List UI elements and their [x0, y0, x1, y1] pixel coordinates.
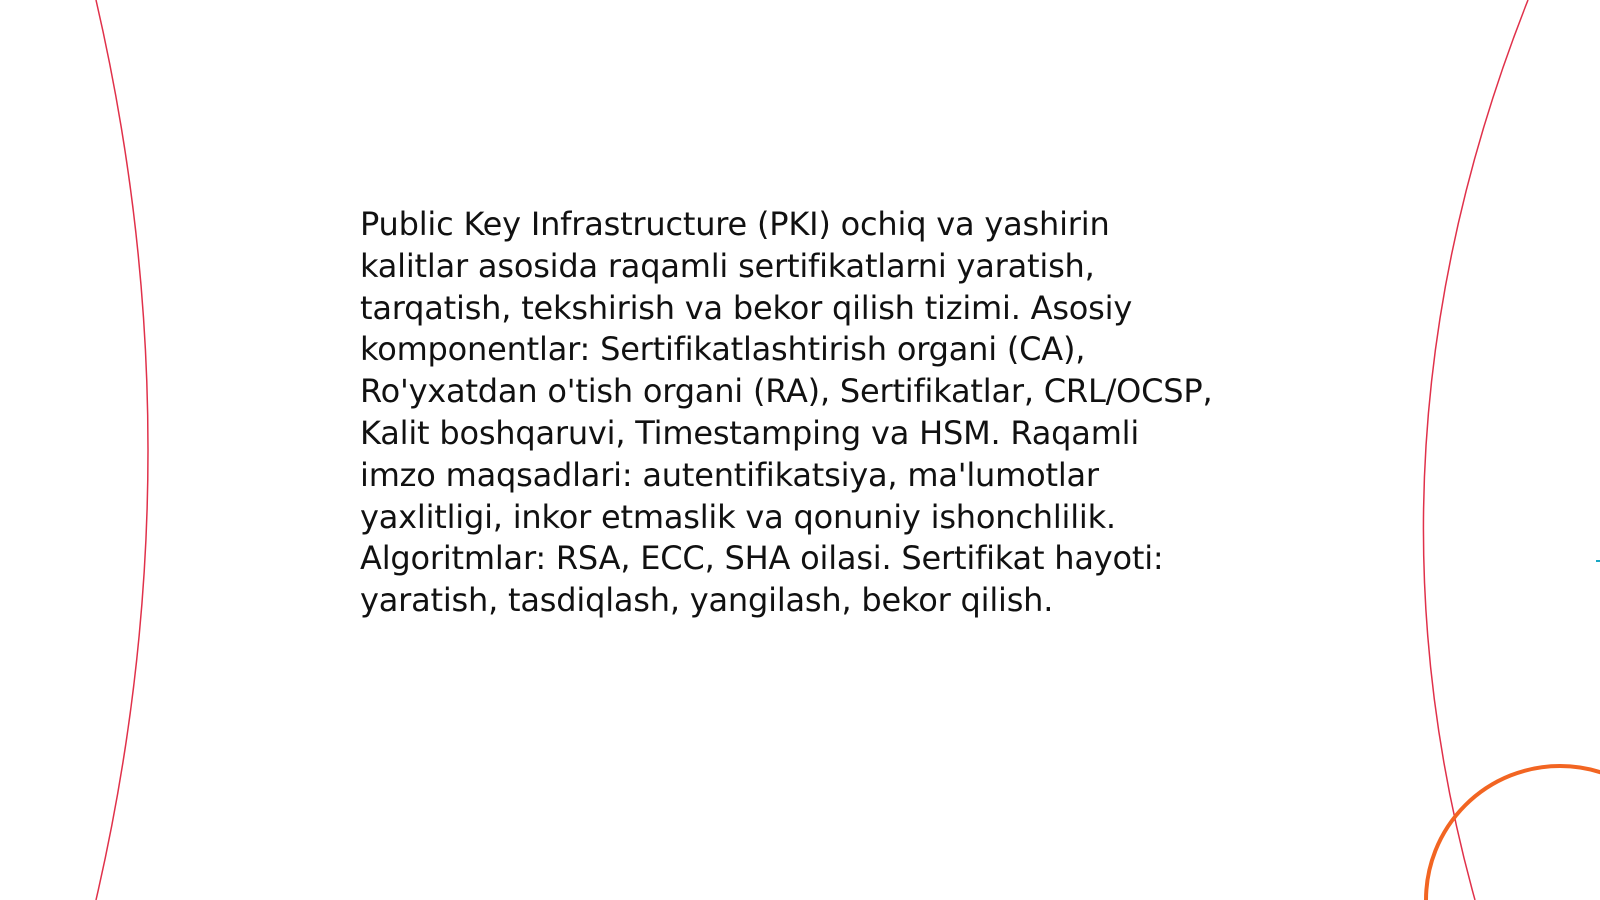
slide-body-text: Public Key Infrastructure (PKI) ochiq va yashirin kalitlar asosida raqamli sertifikatlarni yaratish, tarqatish, tekshirish va bekor qilish tizimi. Asosiy komponentlar: Sertifikatlashtirish organi (CA), Ro'yxatdan o'tish organi (RA), Sertifikatlar, CRL/OCSP, Kalit boshqaruvi, Timestamping va HSM. Raqamli imzo maqsadlari: autentifikatsiya, ma'lumotlar yaxlitligi, inkor etmaslik va qonuniy ishonchlilik. Algoritmlar: RSA, ECC, SHA oilasi. Sertifikat hayoti: yaratish, tasdiqlash, yangilash, bekor qilish. — [360, 205, 1213, 620]
orange-circle-outline — [1426, 766, 1600, 900]
right-curve-line — [1423, 0, 1528, 900]
left-curve-line — [96, 0, 148, 900]
